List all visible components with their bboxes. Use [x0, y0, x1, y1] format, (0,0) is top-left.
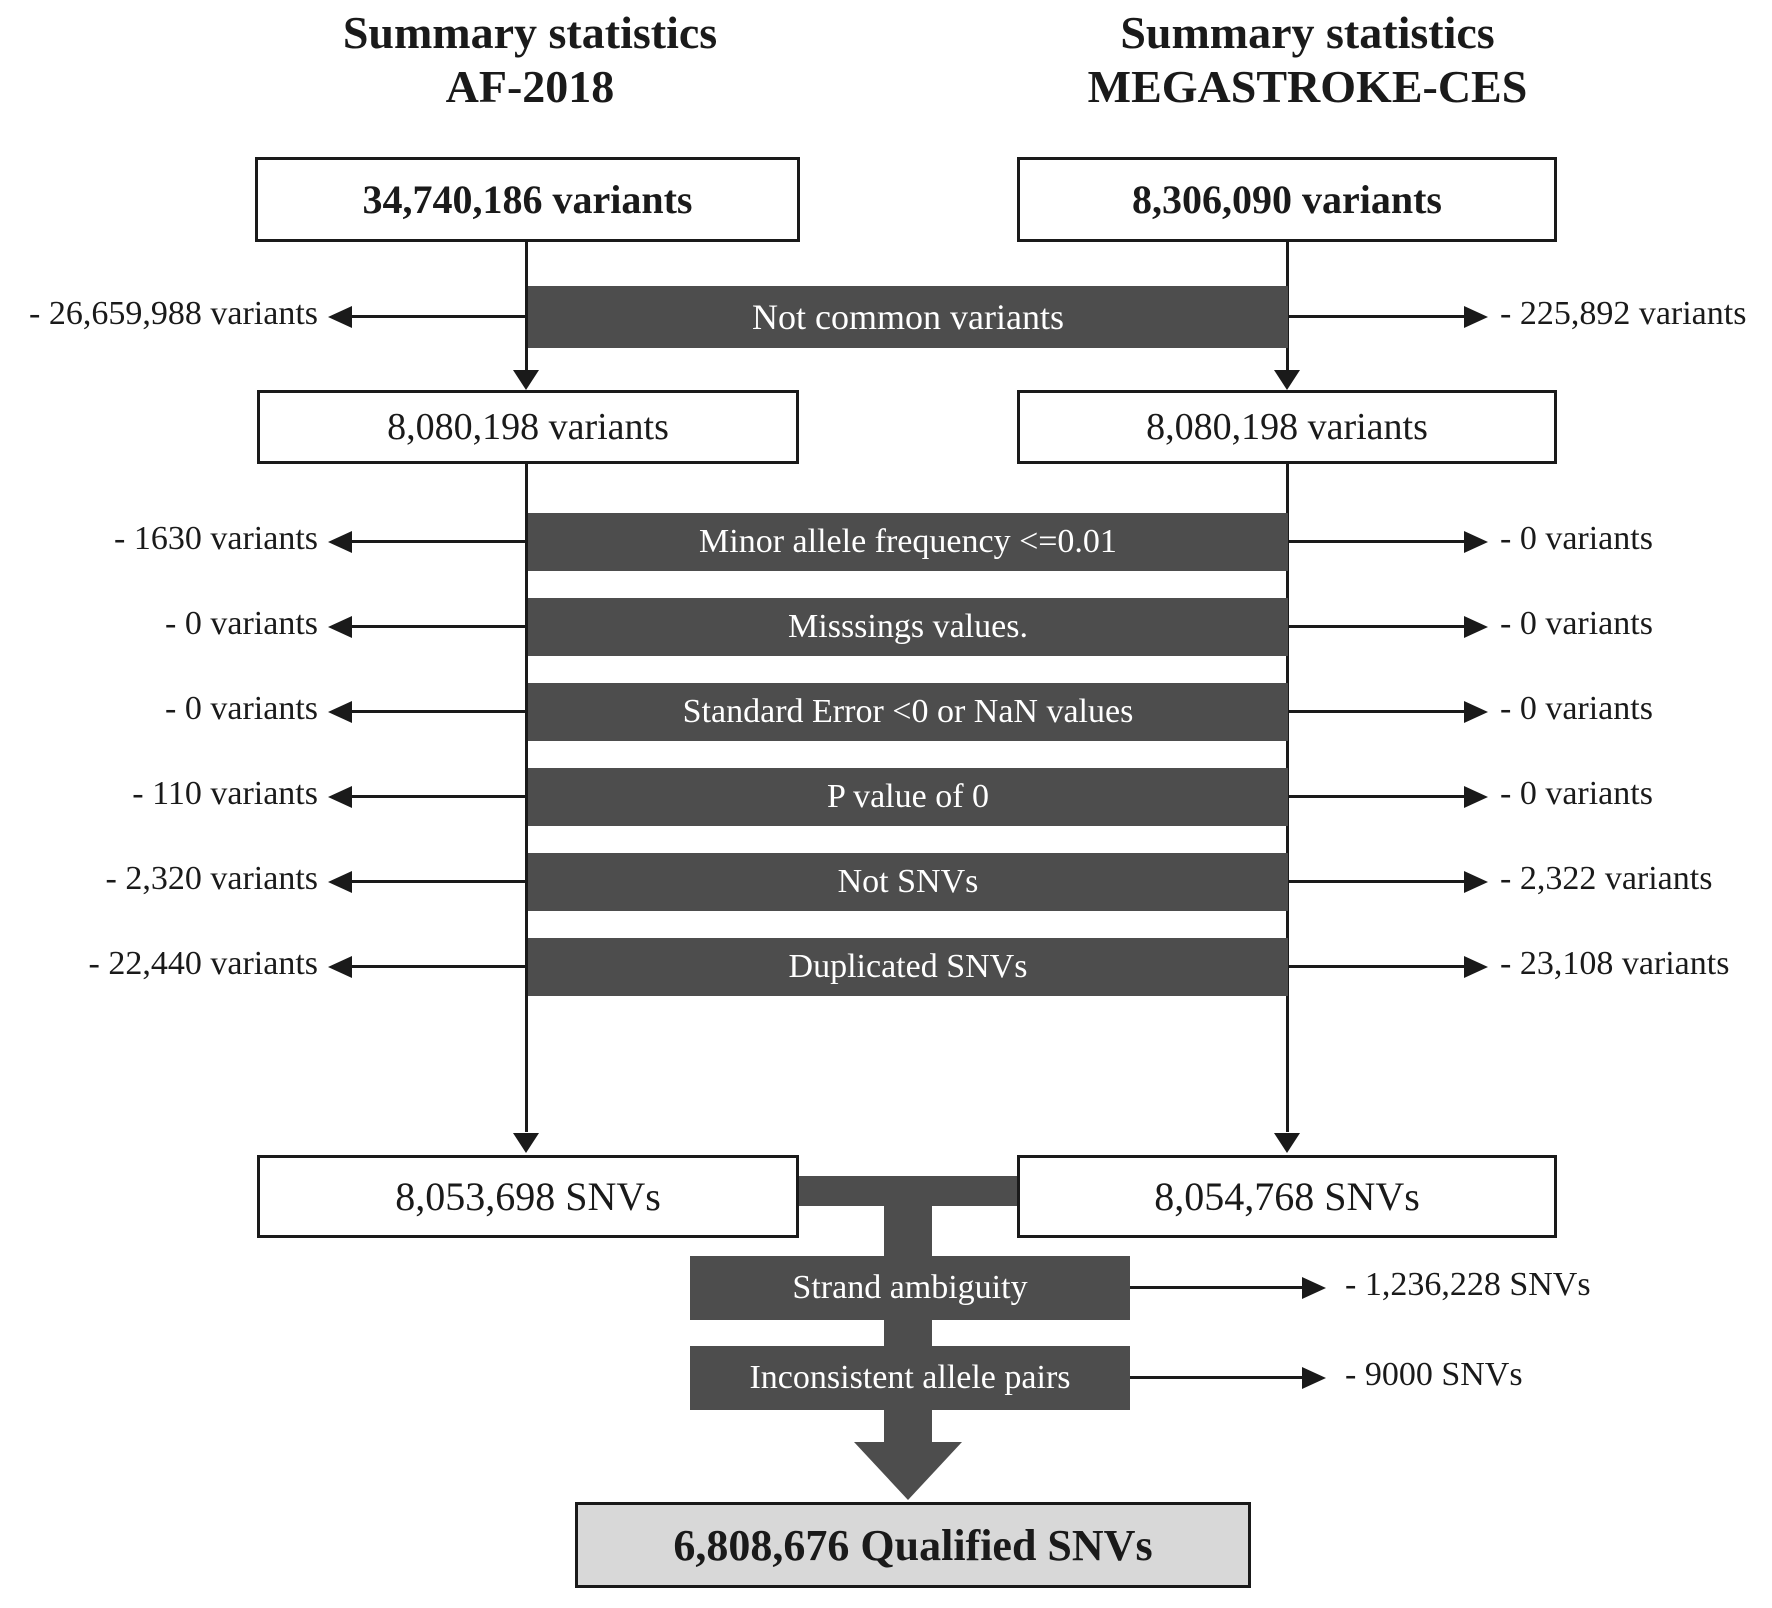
right-mid-count-box: 8,080,198 variants	[1017, 390, 1557, 464]
filter-stderr-left-removed-label: - 0 variants	[165, 690, 318, 727]
final-qualified-snv-box: 6,808,676 Qualified SNVs	[575, 1502, 1251, 1588]
not-common-left-arrow-line	[350, 315, 528, 318]
inconsistent-alleles-arrowhead-icon	[1302, 1367, 1326, 1389]
left-top-count-box: 34,740,186 variants	[255, 157, 800, 242]
left-header-line2: AF-2018	[445, 61, 615, 113]
filter-stderr-right-removed-label: - 0 variants	[1500, 690, 1653, 727]
filter-not-snv-left-arrowhead-icon	[328, 871, 352, 893]
filter-maf-left-arrow-line	[350, 540, 528, 543]
filter-pvalue-left-arrow-line	[350, 795, 528, 798]
filter-missing-right-arrowhead-icon	[1464, 616, 1488, 638]
right-snv-count-box: 8,054,768 SNVs	[1017, 1155, 1557, 1238]
filter-bar-stderr: Standard Error <0 or NaN values	[528, 683, 1288, 741]
filter-missing-left-removed-label: - 0 variants	[165, 605, 318, 642]
strand-ambiguity-arrowhead-icon	[1302, 1277, 1326, 1299]
left-mid-count-box: 8,080,198 variants	[257, 390, 799, 464]
left-down-arrowhead-icon	[513, 370, 539, 390]
filter-not-snv-left-arrow-line	[350, 880, 528, 883]
filter-maf-left-removed-label: - 1630 variants	[114, 520, 318, 557]
filter-missing-left-arrowhead-icon	[328, 616, 352, 638]
filter-bar-maf: Minor allele frequency <=0.01	[528, 513, 1288, 571]
filter-maf-right-removed-label: - 0 variants	[1500, 520, 1653, 557]
filter-bar-missing: Misssings values.	[528, 598, 1288, 656]
filter-maf-right-arrowhead-icon	[1464, 531, 1488, 553]
filter-pvalue-left-arrowhead-icon	[328, 786, 352, 808]
filter-not-snv-right-arrow-line	[1288, 880, 1466, 883]
right-down-arrowhead-icon	[1274, 1133, 1300, 1153]
filter-bar-strand-ambiguity: Strand ambiguity	[690, 1256, 1130, 1320]
filter-duplicated-right-arrow-line	[1288, 965, 1466, 968]
filter-duplicated-left-removed-label: - 22,440 variants	[88, 945, 318, 982]
inconsistent-alleles-removed-label: - 9000 SNVs	[1345, 1356, 1523, 1393]
not-common-left-removed-label: - 26,659,988 variants	[29, 295, 318, 332]
filter-missing-right-arrow-line	[1288, 625, 1466, 628]
filter-bar-duplicated: Duplicated SNVs	[528, 938, 1288, 996]
right-down-arrowhead-icon	[1274, 370, 1300, 390]
not-common-right-arrowhead-icon	[1464, 306, 1488, 328]
filter-pvalue-right-removed-label: - 0 variants	[1500, 775, 1653, 812]
filter-bar-inconsistent-alleles: Inconsistent allele pairs	[690, 1346, 1130, 1410]
filter-missing-left-arrow-line	[350, 625, 528, 628]
filter-stderr-left-arrowhead-icon	[328, 701, 352, 723]
right-header-line1: Summary statistics	[1120, 7, 1495, 58]
filter-pvalue-left-removed-label: - 110 variants	[132, 775, 318, 812]
inconsistent-alleles-arrow-line	[1130, 1376, 1302, 1379]
filter-not-snv-right-removed-label: - 2,322 variants	[1500, 860, 1713, 897]
not-common-right-removed-label: - 225,892 variants	[1500, 295, 1747, 332]
filter-stderr-left-arrow-line	[350, 710, 528, 713]
left-snv-count-box: 8,053,698 SNVs	[257, 1155, 799, 1238]
right-column-header	[1000, 6, 1615, 115]
strand-ambiguity-arrow-line	[1130, 1286, 1302, 1289]
left-column-header	[225, 6, 835, 115]
filter-stderr-right-arrowhead-icon	[1464, 701, 1488, 723]
filter-missing-right-removed-label: - 0 variants	[1500, 605, 1653, 642]
filter-duplicated-left-arrow-line	[350, 965, 528, 968]
left-down-arrowhead-icon	[513, 1133, 539, 1153]
right-top-count-box: 8,306,090 variants	[1017, 157, 1557, 242]
right-header-line2: MEGASTROKE-CES	[1087, 61, 1528, 113]
filter-pvalue-right-arrow-line	[1288, 795, 1466, 798]
not-common-left-arrowhead-icon	[328, 306, 352, 328]
filter-bar-not-snv: Not SNVs	[528, 853, 1288, 911]
filter-stderr-right-arrow-line	[1288, 710, 1466, 713]
not-common-right-arrow-line	[1288, 315, 1466, 318]
filter-maf-left-arrowhead-icon	[328, 531, 352, 553]
filter-pvalue-right-arrowhead-icon	[1464, 786, 1488, 808]
filter-duplicated-left-arrowhead-icon	[328, 956, 352, 978]
filter-duplicated-right-arrowhead-icon	[1464, 956, 1488, 978]
merge-down-arrowhead-icon	[854, 1442, 962, 1500]
filter-maf-right-arrow-line	[1288, 540, 1466, 543]
filter-bar-pvalue: P value of 0	[528, 768, 1288, 826]
left-header-line1: Summary statistics	[342, 7, 718, 58]
filter-not-snv-right-arrowhead-icon	[1464, 871, 1488, 893]
strand-ambiguity-removed-label: - 1,236,228 SNVs	[1345, 1266, 1591, 1303]
filter-duplicated-right-removed-label: - 23,108 variants	[1500, 945, 1730, 982]
filter-bar-not-common: Not common variants	[528, 286, 1288, 348]
filter-not-snv-left-removed-label: - 2,320 variants	[105, 860, 318, 897]
